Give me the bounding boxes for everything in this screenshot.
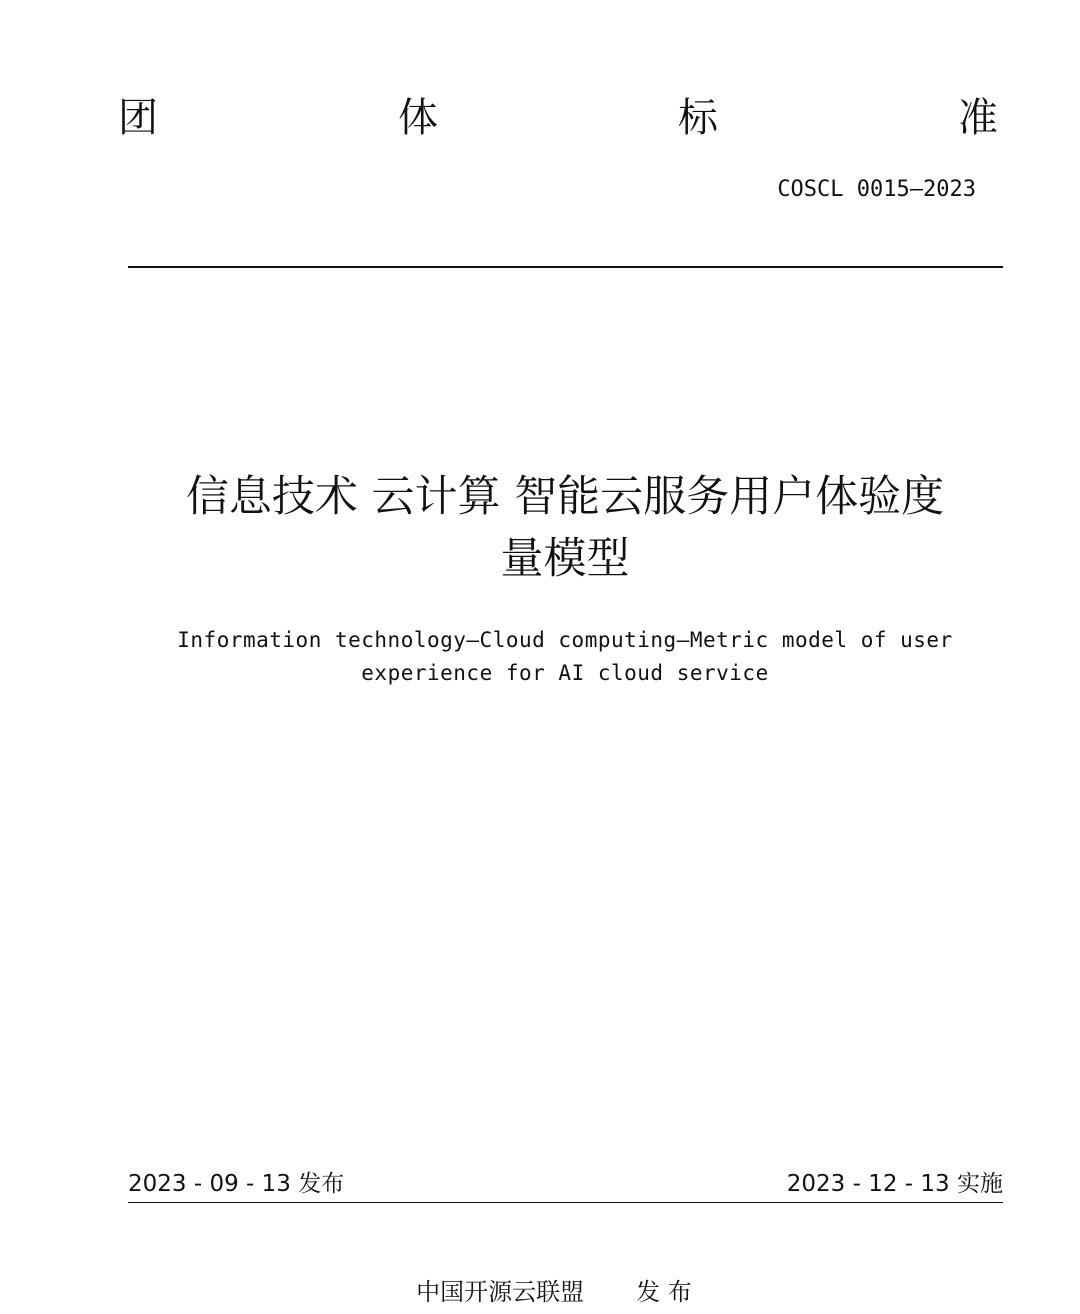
publisher-organization: 中国开源云联盟: [416, 1278, 585, 1306]
top-divider: [128, 266, 1003, 268]
document-type-title: [118, 88, 998, 148]
chinese-title-line-2: 量模型: [500, 534, 630, 584]
chinese-title: [100, 466, 1030, 590]
implementation-date: 2023 - 12 - 13 实施: [786, 1171, 1003, 1197]
english-title-line-2: experience for AI cloud service: [361, 661, 769, 685]
english-title: [100, 624, 1030, 690]
issue-date: 2023 - 09 - 13 发布: [128, 1171, 345, 1197]
standard-code: COSCL 0015—2023: [777, 177, 976, 202]
bottom-divider: [128, 1202, 1003, 1203]
document-type-char-3: 标: [678, 95, 718, 141]
chinese-title-line-1: 信息技术 云计算 智能云服务用户体验度: [185, 472, 945, 522]
publisher-line: [0, 1274, 1080, 1310]
publisher-action: 发 布: [636, 1278, 692, 1306]
document-type-char-1: 团: [118, 95, 158, 141]
document-type-char-4: 准: [958, 95, 998, 141]
document-type-char-2: 体: [398, 95, 438, 141]
english-title-line-1: Information technology—Cloud computing—Metric model of user: [177, 628, 953, 652]
